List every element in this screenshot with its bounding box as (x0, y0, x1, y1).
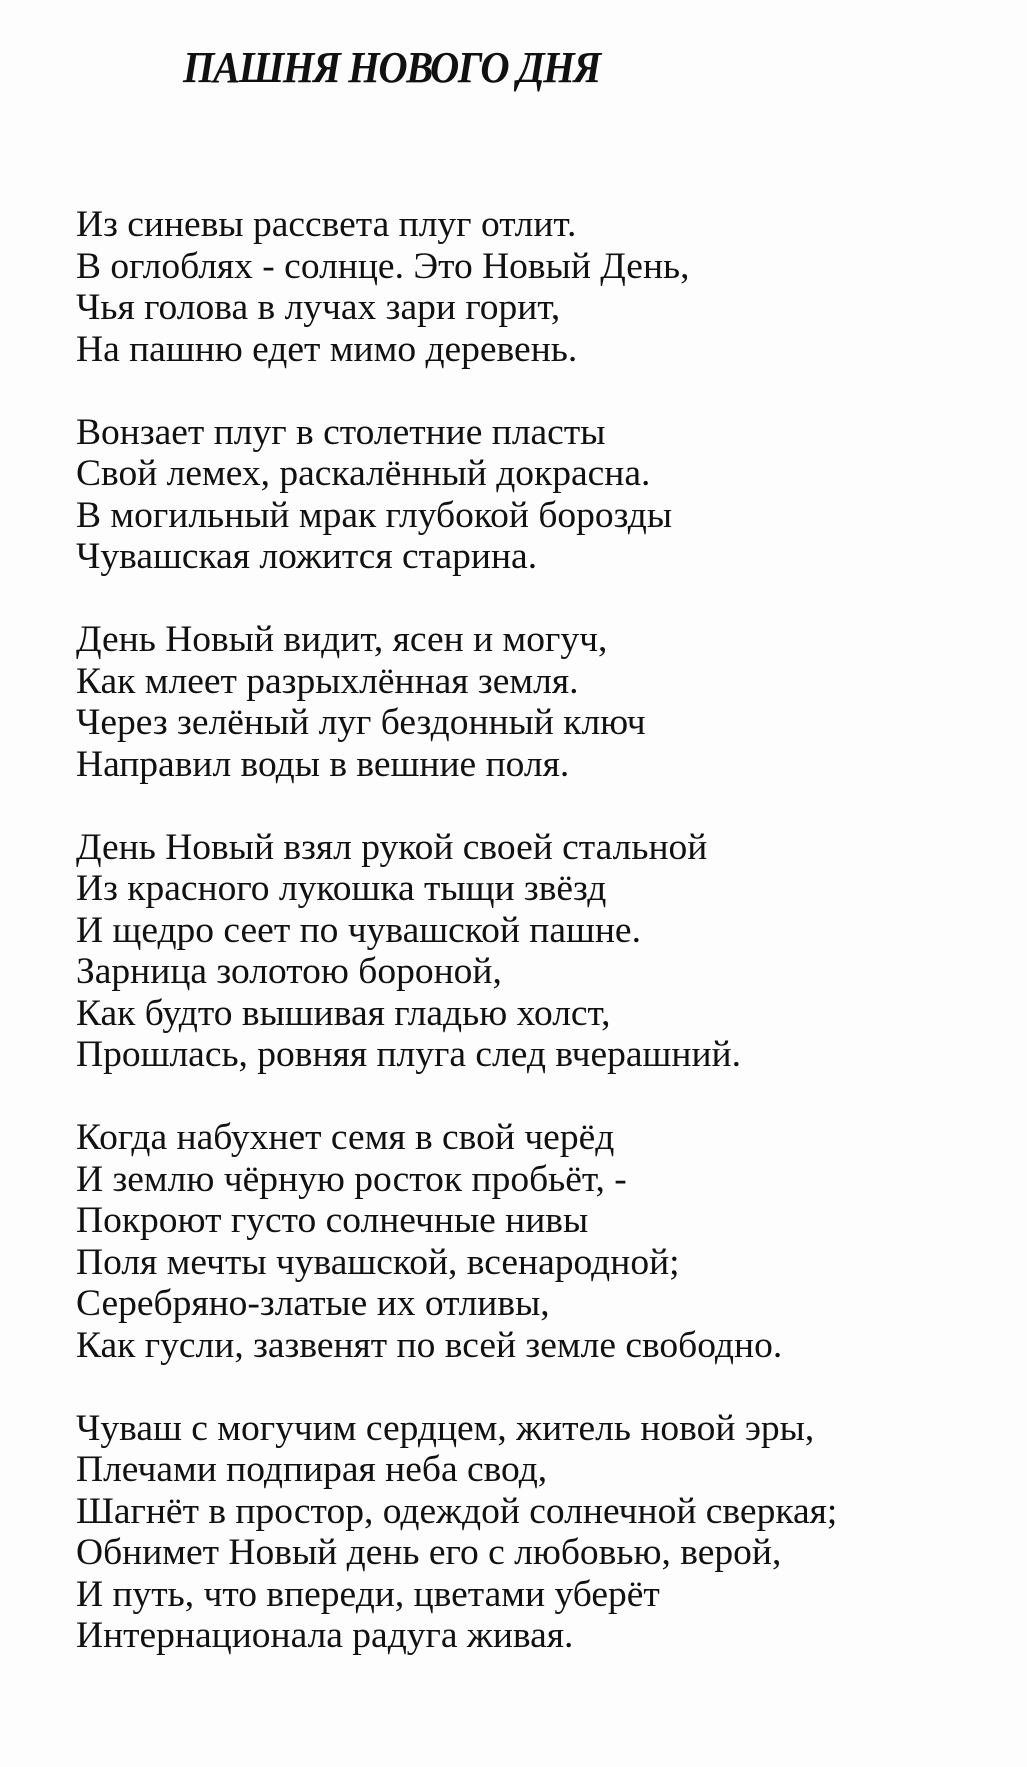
poem-line: Шагнёт в простор, одеждой солнечной сверкая; (76, 1490, 838, 1532)
poem-line: День Новый взял рукой своей стальной (76, 826, 708, 868)
stanza-3 (76, 619, 1016, 785)
poem-line: На пашню едет мимо деревень. (76, 328, 578, 370)
stanza-2 (76, 412, 1016, 578)
stanza-6 (76, 1408, 1016, 1657)
poem-line: Интернационала радуга живая. (76, 1615, 574, 1656)
poem-line: Чуваш с могучим сердцем, житель новой эры, (76, 1407, 815, 1449)
stanza-1 (76, 204, 1016, 370)
poem-line: В оглоблях - солнце. Это Новый День, (76, 245, 690, 287)
poem-line: И землю чёрную росток пробьёт, - (76, 1158, 627, 1200)
poem-line: Прошлась, ровняя плуга след вчерашний. (76, 1034, 741, 1075)
poem-line: Чья голова в лучах зари горит, (76, 287, 561, 328)
poem-line: Поля мечты чувашской, всенародной; (76, 1241, 680, 1283)
poem-line: И щедро сеет по чувашской пашне. (76, 909, 641, 951)
poem-line: Как будто вышивая гладью холст, (76, 992, 611, 1034)
stanza-5 (76, 1117, 1016, 1366)
poem-line: Плечами подпирая неба свод, (76, 1449, 548, 1490)
poem-line: В могильный мрак глубокой борозды (76, 494, 673, 536)
poem-line: Из синевы рассвета плуг отлит. (76, 204, 577, 245)
poem-line: Направил воды в вешние поля. (76, 743, 570, 785)
poem-line: Когда набухнет семя в свой черёд (76, 1117, 615, 1158)
poem-line: Чувашская ложится старина. (76, 536, 538, 577)
poem-line: Свой лемех, раскалённый докрасна. (76, 453, 651, 494)
poem-line: Зарница золотою бороной, (76, 951, 502, 992)
poem-line: Через зелёный луг бездонный ключ (76, 702, 646, 743)
stanza-4 (76, 827, 1016, 1076)
poem-title: ПАШНЯ НОВОГО ДНЯ (183, 43, 600, 92)
poem-line: Обнимет Новый день его с любовью, верой, (76, 1532, 782, 1573)
poem-line: Из красного лукошка тыщи звёзд (76, 868, 607, 909)
poem-body (76, 204, 1016, 1698)
poem-line: День Новый видит, ясен и могуч, (76, 619, 608, 660)
poem-line: И путь, что впереди, цветами уберёт (76, 1573, 660, 1615)
poem-line: Вонзает плуг в столетние пласты (76, 411, 606, 453)
poem-line: Покроют густо солнечные нивы (76, 1200, 589, 1241)
poem-line: Как млеет разрыхлённая земля. (76, 660, 579, 702)
poem-line: Серебряно-златые их отливы, (76, 1283, 550, 1324)
poem-line: Как гусли, зазвенят по всей земле свободно. (76, 1324, 783, 1366)
